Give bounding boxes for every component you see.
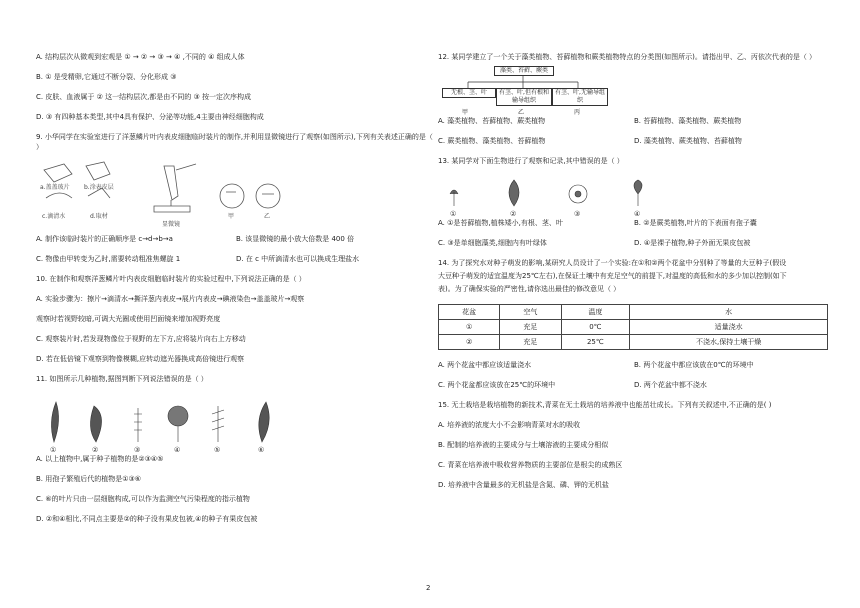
q8-option-b: B. ① 是受精卵,它通过不断分裂、分化形成 ③	[36, 73, 177, 81]
q12-top-box: 藻类、苔藓、蕨类	[494, 66, 554, 76]
q13-num-3: ③	[574, 210, 581, 218]
q14-options-row2	[438, 380, 830, 400]
q12-option-b: B. 苔藓植物、藻类植物、蕨类植物	[634, 117, 742, 125]
page-number: 2	[426, 584, 431, 592]
q9-option-d: D. 在 c 中所滴清水也可以换成生理盐水	[236, 255, 360, 263]
q9-option-c: C. 物像由甲转变为乙时,需要转动粗准焦螺旋 1	[36, 255, 181, 263]
q14-option-b: B. 两个花盆中都应该放在0℃的环境中	[634, 361, 754, 369]
q11-num-3: ③	[134, 446, 141, 454]
q10-option-c: C. 观察装片时,若发现物像位于视野的左下方,应将装片向右上方移动	[36, 335, 246, 343]
q12-label-jia: 甲	[462, 109, 469, 116]
q9-label-microscope: 显微镜	[162, 221, 181, 228]
q12-box-1: 无根、茎、叶	[442, 88, 496, 98]
q14-cell: 不浇水,保持土壤干燥	[630, 335, 828, 350]
q15-stem: 15. 无土栽培是栽培植物的新技术,青菜在无土栽培的培养液中也能茁壮成长。下列有关叙述中,不正确的是( )	[438, 401, 772, 409]
q12-box-2: 有茎、叶,但有根和输导组织	[496, 88, 552, 106]
q14-cell: 充足	[500, 320, 561, 335]
q13-num-2: ②	[510, 210, 517, 218]
q14-option-c: C. 两个花盆都应该放在25℃的环境中	[438, 381, 556, 389]
q11-num-5: ⑤	[214, 446, 221, 454]
q11-option-c: C. ⑥的叶片只由一层细胞构成,可以作为监测空气污染程度的指示植物	[36, 495, 250, 503]
q9-label-yi: 乙	[264, 213, 271, 220]
q13-option-d: D. ④是裸子植物,种子外面无果皮包被	[634, 239, 751, 247]
q14-cell: ②	[439, 335, 500, 350]
q14-stem-line3: 表)。为了确保实验的严密性,请你选出最佳的修改意见（ ）	[438, 285, 621, 293]
q13-options-row2	[438, 238, 830, 258]
q13-option-c: C. ③是单细胞藻类,细胞内有叶绿体	[438, 239, 547, 247]
q10-option-b: 观察时若视野较暗,可调大光圈或使用凹面镜来增加视野亮度	[36, 315, 221, 323]
q11-option-d: D. ②和④相比,不同点主要是②的种子没有果皮包被,④的种子有果皮包被	[36, 515, 258, 523]
q13-option-a: A. ①是苔藓植物,植株矮小,有根、茎、叶	[438, 219, 563, 227]
q9-label-a: a.盖盖玻片	[40, 184, 70, 191]
q13-num-4: ④	[634, 210, 641, 218]
q11-option-b: B. 用孢子繁殖后代的植物是①③⑥	[36, 475, 142, 483]
q15-option-c: C. 青菜在培养液中吸收营养物质的主要部位是根尖的成熟区	[438, 461, 623, 469]
table-row	[439, 320, 828, 335]
q9-options-row1	[36, 234, 436, 254]
q10-stem: 10. 在制作和观察洋葱鳞片叶内表皮细胞临时装片的实验过程中,下列说法正确的是（ ）	[36, 275, 306, 283]
q9-figure	[36, 156, 436, 234]
q15-option-d: D. 培养液中含量最多的无机盐是含氮、磷、钾的无机盐	[438, 481, 609, 489]
q12-option-c: C. 蕨类植物、藻类植物、苔藓植物	[438, 137, 546, 145]
q11-option-a: A. 以上植物中,属于种子植物的是②③④⑤	[36, 455, 164, 463]
q9-option-b: B. 该显微镜的最小放大倍数是 400 倍	[236, 235, 355, 243]
q15-option-a: A. 培养液的浓度大小不会影响青菜对水的吸收	[438, 421, 581, 429]
q8-option-d: D. ③ 有四种基本类型,其中4具有保护、分泌等功能,4主要由神经细胞构成	[36, 113, 264, 121]
q9-label-d: d.取材	[90, 213, 108, 220]
q11-num-2: ②	[92, 446, 99, 454]
q14-stem-line1: 14. 为了探究水对种子萌发的影响,某研究人员设计了一个实验:在①和②两个花盆中分别种了等量的大豆种子(假设	[438, 259, 787, 267]
q14-cell: 25℃	[561, 335, 630, 350]
q13-option-b: B. ②是蕨类植物,叶片的下表面有孢子囊	[634, 219, 757, 227]
q14-option-a: A. 两个花盆中都应该适量浇水	[438, 361, 532, 369]
q13-figure	[438, 176, 830, 218]
q9-option-a: A. 制作该临时装片的正确顺序是 c→d→b→a	[36, 235, 173, 243]
q11-stem: 11. 如图所示几种植物,据图判断下列说法错误的是（ ）	[36, 375, 208, 383]
q12-options-row2	[438, 136, 830, 156]
q9-label-jia: 甲	[228, 213, 235, 220]
q14-table-header	[439, 305, 828, 320]
q12-option-d: D. 藻类植物、蕨类植物、苔藓植物	[634, 137, 742, 145]
table-row	[439, 335, 828, 350]
q14-th-air: 空气	[500, 305, 561, 320]
q12-diagram	[438, 66, 830, 116]
q11-num-1: ①	[50, 446, 57, 454]
q15-option-b: B. 配制的培养液的主要成分与土壤溶液的主要成分相似	[438, 441, 609, 449]
left-column	[36, 52, 436, 534]
q12-options-row1	[438, 116, 830, 136]
q11-num-6: ⑥	[258, 446, 265, 454]
q12-option-a: A. 藻类植物、苔藓植物、蕨类植物	[438, 117, 546, 125]
q14-option-d: D. 两个花盆中都不浇水	[634, 381, 707, 389]
q11-figure	[36, 394, 436, 454]
q11-num-4: ④	[174, 446, 181, 454]
q11-plants-illustration	[36, 394, 296, 454]
q14-cell: ①	[439, 320, 500, 335]
q8-option-a: A. 结构层次从微观到宏观是 ① → ② → ③ → ④ ,不同的 ④ 组成人体	[36, 53, 245, 61]
q14-cell: 充足	[500, 335, 561, 350]
q9-illustration	[36, 156, 296, 234]
q9-stem: 9. 小华同学在实验室进行了洋葱鳞片叶内表皮细胞临时装片的制作,并利用显微镜进行了观察(如图所示),下列有关表述正确的是（ ）	[36, 133, 433, 151]
q13-stem: 13. 某同学对下面生物进行了观察和记录,其中错误的是（ ）	[438, 157, 624, 165]
q12-label-bing: 丙	[574, 109, 581, 116]
q10-option-d: D. 若在低倍镜下观察到物像模糊,应转动遮光器换成高倍镜进行观察	[36, 355, 245, 363]
q13-num-1: ①	[450, 210, 457, 218]
q9-label-c: c.滴清水	[42, 213, 66, 220]
q14-cell: 适量浇水	[630, 320, 828, 335]
q8-option-c: C. 皮肤、血液属于 ② 这一结构层次,都是由不同的 ③ 按一定次序构成	[36, 93, 252, 101]
q9-label-b: b.涂表皮层	[84, 184, 114, 191]
right-column	[438, 52, 830, 500]
q12-label-yi: 乙	[518, 109, 525, 116]
q9-options-row2	[36, 254, 436, 274]
q14-th-temp: 温度	[561, 305, 630, 320]
q14-table	[438, 304, 828, 350]
q12-stem: 12. 某同学建立了一个关于藻类植物、苔藓植物和蕨类植物特点的分类图(如图所示)。请指出甲、乙、丙依次代表的是（ ）	[438, 53, 817, 61]
q13-organisms-illustration	[438, 176, 698, 218]
q14-options-row1	[438, 360, 830, 380]
q14-th-water: 水	[630, 305, 828, 320]
q13-options-row1	[438, 218, 830, 238]
q14-stem-line2: 大豆种子萌发的适宜温度为25℃左右),在保证土壤中有充足空气的前提下,对温度的高低和水的多少加以控制(如下	[438, 272, 787, 280]
q14-th-pot: 花盆	[439, 305, 500, 320]
q14-cell: 0℃	[561, 320, 630, 335]
q10-option-a: A. 实验步骤为：擦片→滴清水→撕洋葱内表皮→展片内表皮→碘液染色→盖盖玻片→观察	[36, 295, 305, 303]
q12-box-3: 有茎、叶,无输导组织	[552, 88, 608, 106]
